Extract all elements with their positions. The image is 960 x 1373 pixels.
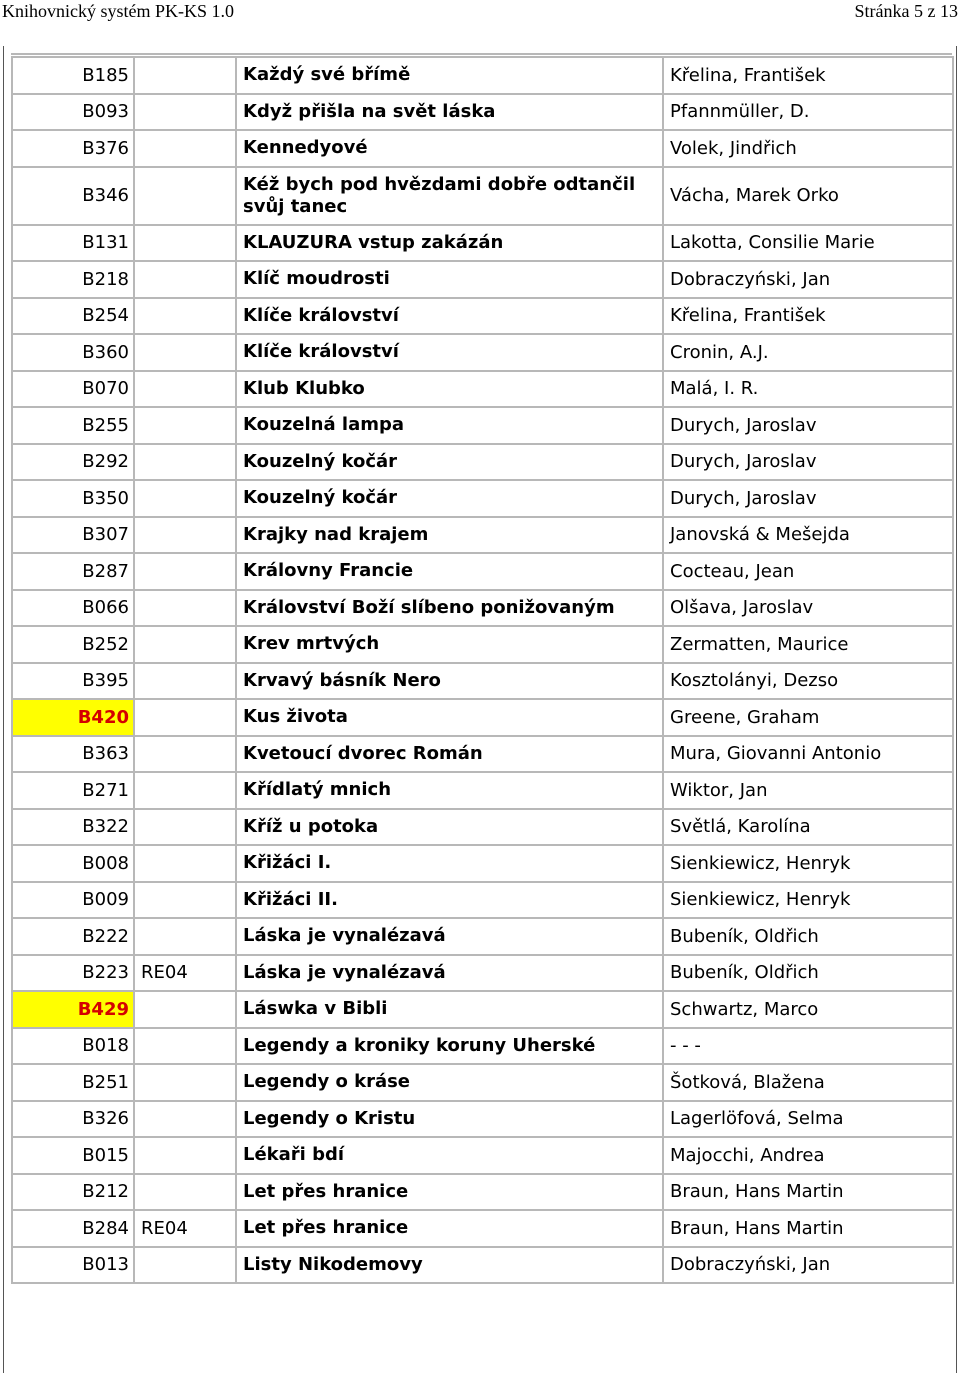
book-code-cell: B013 xyxy=(12,1247,134,1284)
book-subcode-cell xyxy=(134,94,236,131)
table-top-rule xyxy=(11,53,952,55)
book-author-cell: Schwartz, Marco xyxy=(663,991,953,1028)
book-subcode-cell xyxy=(134,626,236,663)
table-row xyxy=(12,130,953,167)
book-code-cell: B131 xyxy=(12,225,134,262)
book-subcode-cell xyxy=(134,480,236,517)
book-author-cell: Křelina, František xyxy=(663,57,953,94)
book-title-cell: Krajky nad krajem xyxy=(236,517,663,554)
table-row xyxy=(12,517,953,554)
table-row xyxy=(12,699,953,736)
table-row xyxy=(12,882,953,919)
book-author-cell: Světlá, Karolína xyxy=(663,809,953,846)
book-subcode-cell xyxy=(134,1174,236,1211)
book-title-cell: Legendy o Kristu xyxy=(236,1101,663,1138)
book-author-cell: Dobraczyński, Jan xyxy=(663,1247,953,1284)
frame-border-left xyxy=(3,46,4,1373)
table-row xyxy=(12,1028,953,1065)
book-code-cell: B223 xyxy=(12,955,134,992)
book-subcode-cell xyxy=(134,991,236,1028)
book-subcode-cell xyxy=(134,699,236,736)
book-title-cell: Legendy a kroniky koruny Uherské xyxy=(236,1028,663,1065)
book-code-cell: B307 xyxy=(12,517,134,554)
book-author-cell: Cronin, A.J. xyxy=(663,334,953,371)
book-author-cell: Olšava, Jaroslav xyxy=(663,590,953,627)
table-row xyxy=(12,590,953,627)
book-subcode-cell xyxy=(134,298,236,335)
book-title-cell: Listy Nikodemovy xyxy=(236,1247,663,1284)
book-title-cell: Kouzelný kočár xyxy=(236,444,663,481)
book-title-cell: Království Boží slíbeno ponižovaným xyxy=(236,590,663,627)
table-row xyxy=(12,407,953,444)
book-subcode-cell xyxy=(134,517,236,554)
book-title-cell: Krev mrtvých xyxy=(236,626,663,663)
table-row xyxy=(12,1101,953,1138)
catalog-body xyxy=(12,57,953,1283)
book-code-cell: B360 xyxy=(12,334,134,371)
book-title-cell: Kéž bych pod hvězdami dobře odtančil svůj tanec xyxy=(236,167,663,225)
book-author-cell: Braun, Hans Martin xyxy=(663,1210,953,1247)
book-author-cell: Cocteau, Jean xyxy=(663,553,953,590)
book-subcode-cell xyxy=(134,1137,236,1174)
book-code-cell: B326 xyxy=(12,1101,134,1138)
book-subcode-cell xyxy=(134,225,236,262)
book-code-cell: B093 xyxy=(12,94,134,131)
book-title-cell: Když přišla na svět láska xyxy=(236,94,663,131)
page-header xyxy=(0,0,960,24)
table-row xyxy=(12,809,953,846)
book-title-cell: Láswka v Bibli xyxy=(236,991,663,1028)
book-code-cell: B252 xyxy=(12,626,134,663)
book-code-cell: B015 xyxy=(12,1137,134,1174)
book-code-cell: B271 xyxy=(12,772,134,809)
book-title-cell: Kvetoucí dvorec Román xyxy=(236,736,663,773)
table-row xyxy=(12,57,953,94)
book-code-cell: B066 xyxy=(12,590,134,627)
book-subcode-cell xyxy=(134,809,236,846)
book-code-cell: B070 xyxy=(12,371,134,408)
book-subcode-cell xyxy=(134,1064,236,1101)
book-subcode-cell xyxy=(134,590,236,627)
table-row xyxy=(12,225,953,262)
book-subcode-cell: RE04 xyxy=(134,1210,236,1247)
book-subcode-cell xyxy=(134,371,236,408)
book-code-cell: B255 xyxy=(12,407,134,444)
table-row xyxy=(12,663,953,700)
book-title-cell: Královny Francie xyxy=(236,553,663,590)
table-row xyxy=(12,167,953,225)
book-code-cell: B429 xyxy=(12,991,134,1028)
book-code-cell: B287 xyxy=(12,553,134,590)
book-catalog-table xyxy=(11,56,954,1284)
book-author-cell: Durych, Jaroslav xyxy=(663,407,953,444)
book-subcode-cell xyxy=(134,663,236,700)
table-row xyxy=(12,772,953,809)
book-title-cell: Kouzelná lampa xyxy=(236,407,663,444)
book-code-cell: B395 xyxy=(12,663,134,700)
book-author-cell: Majocchi, Andrea xyxy=(663,1137,953,1174)
book-author-cell: Šotková, Blažena xyxy=(663,1064,953,1101)
book-code-cell: B008 xyxy=(12,845,134,882)
book-code-cell: B284 xyxy=(12,1210,134,1247)
book-code-cell: B185 xyxy=(12,57,134,94)
book-title-cell: Kříž u potoka xyxy=(236,809,663,846)
book-title-cell: Legendy o kráse xyxy=(236,1064,663,1101)
book-title-cell: Křižáci II. xyxy=(236,882,663,919)
book-author-cell: Durych, Jaroslav xyxy=(663,444,953,481)
book-subcode-cell xyxy=(134,882,236,919)
book-code-cell: B212 xyxy=(12,1174,134,1211)
book-author-cell: Sienkiewicz, Henryk xyxy=(663,845,953,882)
book-title-cell: Lékaři bdí xyxy=(236,1137,663,1174)
book-subcode-cell xyxy=(134,130,236,167)
book-author-cell: Volek, Jindřich xyxy=(663,130,953,167)
table-row xyxy=(12,845,953,882)
book-author-cell: Bubeník, Oldřich xyxy=(663,918,953,955)
book-subcode-cell xyxy=(134,167,236,225)
book-subcode-cell xyxy=(134,1028,236,1065)
table-row xyxy=(12,1174,953,1211)
table-row xyxy=(12,371,953,408)
book-subcode-cell xyxy=(134,261,236,298)
book-author-cell: Dobraczyński, Jan xyxy=(663,261,953,298)
book-code-cell: B363 xyxy=(12,736,134,773)
book-subcode-cell xyxy=(134,1247,236,1284)
book-author-cell: Greene, Graham xyxy=(663,699,953,736)
book-subcode-cell xyxy=(134,57,236,94)
book-author-cell: Vácha, Marek Orko xyxy=(663,167,953,225)
book-author-cell: Křelina, František xyxy=(663,298,953,335)
table-row xyxy=(12,480,953,517)
table-row xyxy=(12,991,953,1028)
book-subcode-cell xyxy=(134,772,236,809)
book-title-cell: Kouzelný kočár xyxy=(236,480,663,517)
book-code-cell: B346 xyxy=(12,167,134,225)
book-title-cell: Křižáci I. xyxy=(236,845,663,882)
frame-border-right xyxy=(956,46,957,1373)
book-title-cell: Let přes hranice xyxy=(236,1174,663,1211)
book-author-cell: Pfannmüller, D. xyxy=(663,94,953,131)
book-author-cell: Kosztolányi, Dezso xyxy=(663,663,953,700)
table-row xyxy=(12,553,953,590)
table-row xyxy=(12,736,953,773)
book-subcode-cell xyxy=(134,1101,236,1138)
book-subcode-cell: RE04 xyxy=(134,955,236,992)
book-title-cell: Láska je vynalézavá xyxy=(236,918,663,955)
book-subcode-cell xyxy=(134,845,236,882)
page-number: Stránka 5 z 13 xyxy=(854,1,958,21)
book-author-cell: - - - xyxy=(663,1028,953,1065)
table-row xyxy=(12,1210,953,1247)
book-author-cell: Malá, I. R. xyxy=(663,371,953,408)
app-title: Knihovnický systém PK-KS 1.0 xyxy=(2,1,235,21)
book-code-cell: B222 xyxy=(12,918,134,955)
book-code-cell: B420 xyxy=(12,699,134,736)
book-code-cell: B292 xyxy=(12,444,134,481)
book-subcode-cell xyxy=(134,444,236,481)
book-subcode-cell xyxy=(134,553,236,590)
book-author-cell: Janovská & Mešejda xyxy=(663,517,953,554)
table-row xyxy=(12,1064,953,1101)
book-code-cell: B350 xyxy=(12,480,134,517)
book-author-cell: Mura, Giovanni Antonio xyxy=(663,736,953,773)
book-code-cell: B218 xyxy=(12,261,134,298)
book-author-cell: Bubeník, Oldřich xyxy=(663,955,953,992)
book-code-cell: B251 xyxy=(12,1064,134,1101)
table-row xyxy=(12,261,953,298)
book-author-cell: Wiktor, Jan xyxy=(663,772,953,809)
book-code-cell: B322 xyxy=(12,809,134,846)
book-author-cell: Lakotta, Consilie Marie xyxy=(663,225,953,262)
book-subcode-cell xyxy=(134,334,236,371)
book-subcode-cell xyxy=(134,918,236,955)
table-row xyxy=(12,918,953,955)
book-subcode-cell xyxy=(134,736,236,773)
book-title-cell: Klíč moudrosti xyxy=(236,261,663,298)
table-row xyxy=(12,1247,953,1284)
book-code-cell: B018 xyxy=(12,1028,134,1065)
book-title-cell: Křídlatý mnich xyxy=(236,772,663,809)
book-title-cell: Klub Klubko xyxy=(236,371,663,408)
book-title-cell: Klíče království xyxy=(236,334,663,371)
book-author-cell: Lagerlöfová, Selma xyxy=(663,1101,953,1138)
table-row xyxy=(12,1137,953,1174)
book-code-cell: B009 xyxy=(12,882,134,919)
book-author-cell: Durych, Jaroslav xyxy=(663,480,953,517)
table-row xyxy=(12,334,953,371)
table-row xyxy=(12,955,953,992)
table-row xyxy=(12,298,953,335)
book-code-cell: B376 xyxy=(12,130,134,167)
book-author-cell: Sienkiewicz, Henryk xyxy=(663,882,953,919)
table-row xyxy=(12,94,953,131)
book-author-cell: Braun, Hans Martin xyxy=(663,1174,953,1211)
book-author-cell: Zermatten, Maurice xyxy=(663,626,953,663)
book-title-cell: Každý své břímě xyxy=(236,57,663,94)
book-title-cell: KLAUZURA vstup zakázán xyxy=(236,225,663,262)
book-title-cell: Kus života xyxy=(236,699,663,736)
book-title-cell: Kennedyové xyxy=(236,130,663,167)
book-subcode-cell xyxy=(134,407,236,444)
table-row xyxy=(12,626,953,663)
book-title-cell: Láska je vynalézavá xyxy=(236,955,663,992)
table-row xyxy=(12,444,953,481)
book-title-cell: Let přes hranice xyxy=(236,1210,663,1247)
book-title-cell: Klíče království xyxy=(236,298,663,335)
book-title-cell: Krvavý básník Nero xyxy=(236,663,663,700)
book-code-cell: B254 xyxy=(12,298,134,335)
